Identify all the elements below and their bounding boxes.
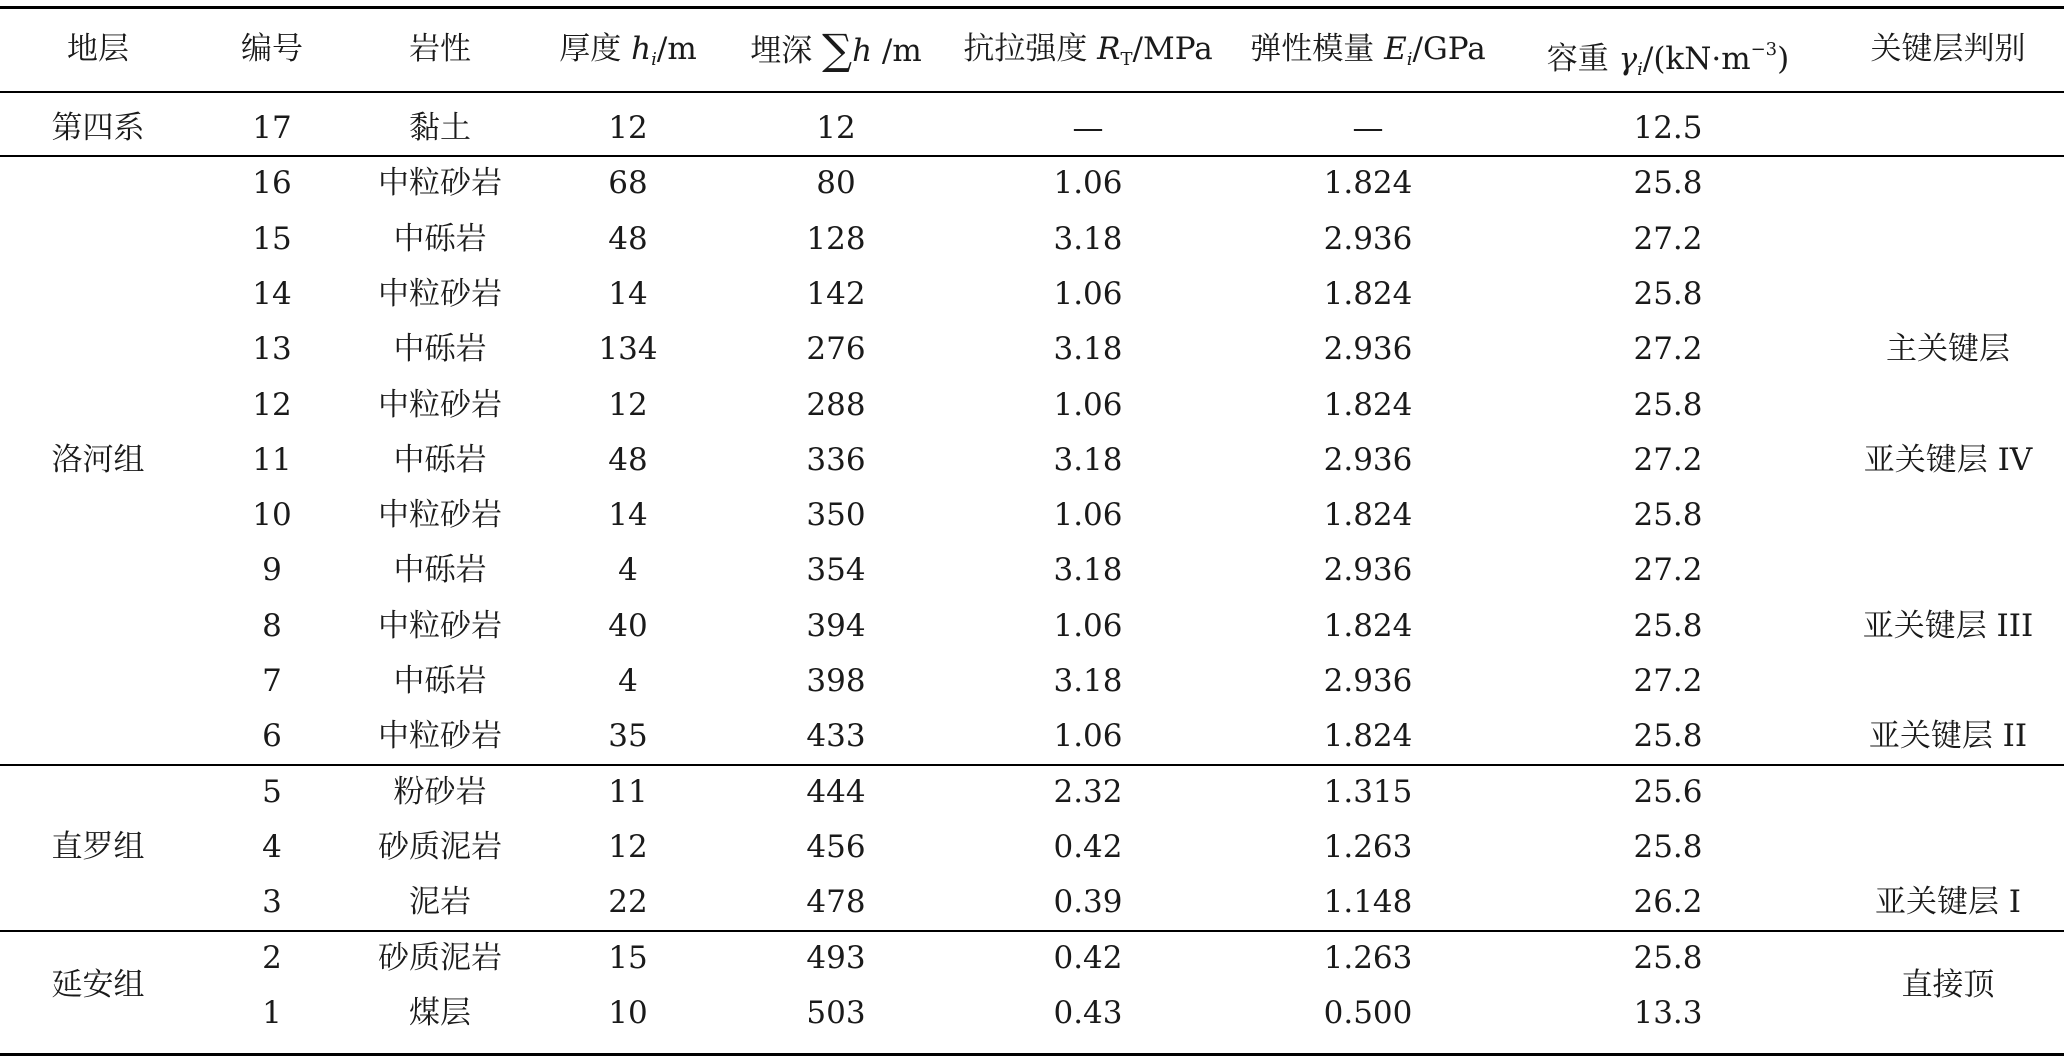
cell-rt: 0.43	[1053, 994, 1123, 1031]
cell-no: 12	[252, 386, 292, 423]
cell-e: 1.263	[1323, 939, 1413, 976]
cell-rock: 中砾岩	[393, 663, 487, 699]
header-key-layer: 关键层判别	[1870, 31, 2026, 67]
cell-rt: 1.06	[1053, 718, 1123, 755]
header-lithology: 岩性	[409, 31, 471, 67]
cell-rock: 中砾岩	[393, 441, 487, 478]
cell-gamma: 12.5	[1633, 110, 1703, 146]
cell-depth: 128	[806, 220, 866, 257]
cell-rock: 中砾岩	[393, 331, 487, 368]
cell-rock: 中粒砂岩	[378, 607, 502, 644]
cell-thick: 4	[618, 552, 638, 589]
cell-e: 2.936	[1323, 220, 1413, 257]
cell-rock: 黏土	[409, 110, 471, 146]
cell-rt: 3.18	[1053, 331, 1123, 368]
cell-gamma: 13.3	[1633, 994, 1703, 1031]
cell-thick: 48	[608, 220, 648, 257]
header-thickness: 厚度 $h_i/m$	[559, 31, 697, 70]
cell-gamma: 25.8	[1633, 939, 1703, 976]
cell-e: 1.824	[1323, 497, 1413, 534]
cell-rock: 中粒砂岩	[378, 275, 502, 312]
cell-thick: 40	[608, 607, 648, 644]
group-separator-rule	[0, 930, 2064, 932]
cell-rock: 煤层	[409, 994, 471, 1031]
cell-no: 10	[252, 497, 292, 534]
cell-rt: 3.18	[1053, 220, 1123, 257]
group-separator-rule	[0, 155, 2064, 157]
cell-depth: 456	[806, 828, 866, 865]
cell-thick: 12	[608, 828, 648, 865]
cell-rt: 1.06	[1053, 275, 1123, 312]
cell-gamma: 26.2	[1633, 884, 1703, 921]
cell-key: 主关键层	[1886, 331, 2010, 368]
cell-e: 1.824	[1323, 607, 1413, 644]
cell-thick: 10	[608, 994, 648, 1031]
cell-rock: 砂质泥岩	[378, 828, 502, 865]
cell-thick: 4	[618, 663, 638, 699]
cell-thick: 15	[608, 939, 648, 976]
cell-e: 2.936	[1323, 331, 1413, 368]
stratum-group-label: 洛河组	[51, 441, 145, 478]
cell-depth: 493	[806, 939, 866, 976]
cell-rock: 中粒砂岩	[378, 718, 502, 755]
cell-no: 8	[262, 607, 282, 644]
cell-gamma: 25.8	[1633, 386, 1703, 423]
cell-rock: 中砾岩	[393, 552, 487, 589]
cell-thick: 134	[598, 331, 658, 368]
cell-thick: 22	[608, 884, 648, 921]
cell-rock: 中粒砂岩	[378, 386, 502, 423]
cell-thick: 35	[608, 718, 648, 755]
cell-rock: 中砾岩	[393, 220, 487, 257]
cell-gamma: 27.2	[1633, 441, 1703, 478]
cell-thick: 12	[608, 110, 648, 146]
cell-no: 17	[252, 110, 292, 146]
cell-no: 5	[262, 773, 282, 810]
cell-thick: 14	[608, 275, 648, 312]
cell-e: —	[1352, 110, 1384, 146]
cell-gamma: 25.6	[1633, 773, 1703, 810]
cell-no: 9	[262, 552, 282, 589]
header-modulus: 弹性模量 $E_i$/GPa	[1250, 31, 1486, 70]
cell-no: 11	[252, 441, 292, 478]
cell-rt: 0.42	[1053, 828, 1123, 865]
cell-no: 3	[262, 884, 282, 921]
cell-e: 1.315	[1323, 773, 1413, 810]
cell-rock: 粉砂岩	[393, 773, 487, 810]
stratum-group-label: 第四系	[51, 110, 145, 146]
stratum-group-label: 延安组	[51, 967, 145, 1004]
cell-rt: 0.39	[1053, 884, 1123, 921]
cell-no: 4	[262, 828, 282, 865]
cell-depth: 276	[806, 331, 866, 368]
cell-e: 1.263	[1323, 828, 1413, 865]
cell-no: 1	[262, 994, 282, 1031]
merged-key-layer-cell: 直接顶	[1901, 967, 1995, 1004]
cell-gamma: 25.8	[1633, 718, 1703, 755]
cell-rock: 砂质泥岩	[378, 939, 502, 976]
header-stratum: 地层	[67, 31, 129, 67]
cell-depth: 433	[806, 718, 866, 755]
cell-thick: 14	[608, 497, 648, 534]
cell-key: 亚关键层 II	[1868, 718, 2028, 755]
cell-gamma: 25.8	[1633, 828, 1703, 865]
header-tensile: 抗拉强度 $R_T$/MPa	[963, 31, 1213, 70]
cell-no: 16	[252, 165, 292, 202]
cell-rock: 中粒砂岩	[378, 497, 502, 534]
cell-gamma: 27.2	[1633, 331, 1703, 368]
cell-key: 亚关键层 III	[1862, 607, 2034, 644]
cell-rt: 1.06	[1053, 497, 1123, 534]
cell-thick: 11	[608, 773, 648, 810]
header-depth: 埋深 ∑h /m	[750, 25, 922, 74]
cell-gamma: 27.2	[1633, 663, 1703, 699]
cell-rt: —	[1072, 110, 1104, 146]
cell-thick: 12	[608, 386, 648, 423]
cell-depth: 394	[806, 607, 866, 644]
cell-e: 1.824	[1323, 165, 1413, 202]
cell-thick: 48	[608, 441, 648, 478]
cell-depth: 503	[806, 994, 866, 1031]
cell-rt: 2.32	[1053, 773, 1123, 810]
group-separator-rule	[0, 764, 2064, 766]
cell-e: 2.936	[1323, 441, 1413, 478]
cell-no: 14	[252, 275, 292, 312]
cell-no: 2	[262, 939, 282, 976]
cell-rt: 1.06	[1053, 607, 1123, 644]
cell-rt: 1.06	[1053, 165, 1123, 202]
header-number: 编号	[241, 31, 303, 67]
cell-rt: 0.42	[1053, 939, 1123, 976]
cell-gamma: 25.8	[1633, 165, 1703, 202]
cell-gamma: 25.8	[1633, 275, 1703, 312]
cell-depth: 336	[806, 441, 866, 478]
cell-depth: 354	[806, 552, 866, 589]
cell-e: 1.148	[1323, 884, 1413, 921]
cell-e: 2.936	[1323, 552, 1413, 589]
header-rule	[0, 91, 2064, 93]
cell-depth: 288	[806, 386, 866, 423]
cell-depth: 350	[806, 497, 866, 534]
cell-depth: 398	[806, 663, 866, 699]
cell-rock: 泥岩	[409, 884, 471, 921]
cell-rt: 1.06	[1053, 386, 1123, 423]
cell-gamma: 27.2	[1633, 220, 1703, 257]
cell-rt: 3.18	[1053, 552, 1123, 589]
cell-depth: 478	[806, 884, 866, 921]
top-rule	[0, 6, 2064, 9]
cell-e: 2.936	[1323, 663, 1413, 699]
cell-key: 亚关键层 IV	[1863, 441, 2033, 478]
header-unit-weight: 容重 $\gamma_i/(kN\cdot m^{-3})$	[1546, 39, 1790, 80]
cell-no: 13	[252, 331, 292, 368]
cell-e: 1.824	[1323, 386, 1413, 423]
cell-no: 6	[262, 718, 282, 755]
cell-gamma: 27.2	[1633, 552, 1703, 589]
cell-no: 15	[252, 220, 292, 257]
cell-no: 7	[262, 663, 282, 699]
cell-depth: 80	[816, 165, 856, 202]
cell-depth: 12	[816, 110, 856, 146]
cell-rock: 中粒砂岩	[378, 165, 502, 202]
cell-depth: 142	[806, 275, 866, 312]
cell-rt: 3.18	[1053, 663, 1123, 699]
cell-rt: 3.18	[1053, 441, 1123, 478]
stratum-group-label: 直罗组	[51, 828, 145, 865]
cell-depth: 444	[806, 773, 866, 810]
cell-gamma: 25.8	[1633, 497, 1703, 534]
cell-e: 1.824	[1323, 718, 1413, 755]
cell-key: 亚关键层 I	[1874, 884, 2022, 921]
cell-thick: 68	[608, 165, 648, 202]
cell-gamma: 25.8	[1633, 607, 1703, 644]
cell-e: 1.824	[1323, 275, 1413, 312]
cell-e: 0.500	[1323, 994, 1413, 1031]
